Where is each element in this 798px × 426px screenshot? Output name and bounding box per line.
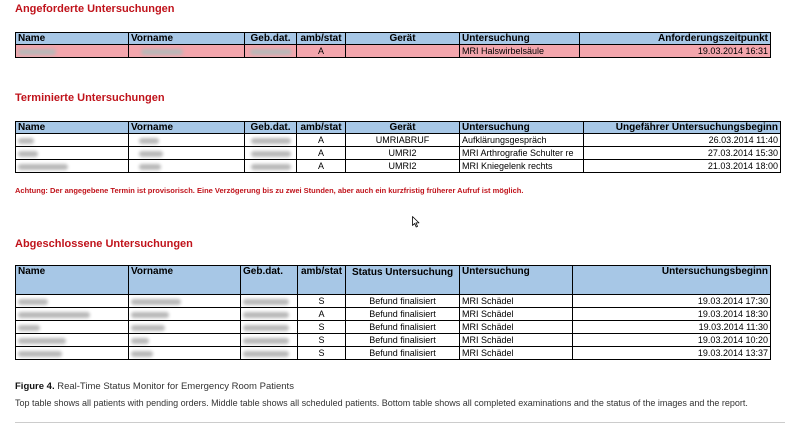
column-header-zeit[interactable]: Untersuchungsbeginn bbox=[573, 266, 771, 295]
table-row[interactable] bbox=[16, 295, 771, 308]
column-header-name[interactable]: Name bbox=[16, 266, 129, 295]
redacted-text bbox=[131, 325, 165, 331]
cell-zeit: 26.03.2014 11:40 bbox=[584, 134, 781, 147]
cell-geraet: UMRI2 bbox=[346, 160, 460, 173]
column-header-untersuchung[interactable]: Untersuchung bbox=[460, 122, 584, 134]
cell-status: Befund finalisiert bbox=[346, 308, 460, 321]
cell-geraet: UMRI2 bbox=[346, 147, 460, 160]
cell-vorname bbox=[129, 295, 241, 308]
cell-untersuchung: MRI Arthrografie Schulter re bbox=[460, 147, 584, 160]
table-header-row bbox=[16, 266, 771, 295]
provisional-warning: Achtung: Der angegebene Termin ist provisorisch. Eine Verzögerung bis zu zwei Stunden, aber auch ein kurzfristig früherer Aufruf ist möglich. bbox=[15, 186, 524, 195]
cell-zeit: 19.03.2014 16:31 bbox=[580, 45, 771, 58]
figure-label: Figure 4. bbox=[15, 381, 55, 392]
cell-ambstat: S bbox=[298, 347, 346, 360]
column-header-vorname[interactable]: Vorname bbox=[129, 266, 241, 295]
cell-zeit: 21.03.2014 18:00 bbox=[584, 160, 781, 173]
cell-name bbox=[16, 308, 129, 321]
redacted-text bbox=[131, 338, 149, 344]
column-header-geraet[interactable]: Gerät bbox=[346, 33, 460, 45]
column-header-gebdat[interactable]: Geb.dat. bbox=[245, 122, 297, 134]
cell-vorname bbox=[129, 147, 245, 160]
redacted-text bbox=[131, 312, 169, 318]
cell-untersuchung: MRI Halswirbelsäule bbox=[460, 45, 580, 58]
cell-zeit: 19.03.2014 13:37 bbox=[573, 347, 771, 360]
cell-ambstat: A bbox=[297, 134, 346, 147]
redacted-text bbox=[18, 299, 48, 305]
redacted-text bbox=[243, 338, 289, 344]
cell-untersuchung: MRI Schädel bbox=[460, 321, 573, 334]
divider bbox=[15, 422, 785, 423]
cell-name bbox=[16, 321, 129, 334]
cell-name bbox=[16, 160, 129, 173]
cell-gebdat bbox=[241, 321, 298, 334]
column-header-vorname[interactable]: Vorname bbox=[129, 122, 245, 134]
cell-ambstat: S bbox=[298, 321, 346, 334]
cell-ambstat: S bbox=[298, 295, 346, 308]
redacted-text bbox=[250, 49, 292, 55]
column-header-untersuchung[interactable]: Untersuchung bbox=[460, 266, 573, 295]
cell-status: Befund finalisiert bbox=[346, 295, 460, 308]
column-header-name[interactable]: Name bbox=[16, 122, 129, 134]
redacted-text bbox=[18, 351, 62, 357]
column-header-ambstat[interactable]: amb/stat bbox=[298, 266, 346, 295]
redacted-text bbox=[243, 351, 289, 357]
cell-gebdat bbox=[241, 308, 298, 321]
figure-title: Real-Time Status Monitor for Emergency Room Patients bbox=[57, 381, 294, 392]
cell-status: Befund finalisiert bbox=[346, 321, 460, 334]
column-header-zeit[interactable]: Anforderungszeitpunkt bbox=[580, 33, 771, 45]
cell-geraet bbox=[346, 45, 460, 58]
completed-table bbox=[15, 265, 771, 360]
figure-caption-text: Top table shows all patients with pending orders. Middle table shows all scheduled patients. Bottom table shows all completed examinations and the status of the images and the report. bbox=[15, 398, 748, 408]
redacted-text bbox=[18, 312, 90, 318]
cell-gebdat bbox=[241, 347, 298, 360]
cell-zeit: 27.03.2014 15:30 bbox=[584, 147, 781, 160]
cell-status: Befund finalisiert bbox=[346, 334, 460, 347]
column-header-name[interactable]: Name bbox=[16, 33, 129, 45]
cell-gebdat bbox=[245, 45, 297, 58]
redacted-text bbox=[131, 351, 153, 357]
redacted-text bbox=[243, 299, 289, 305]
cell-geraet: UMRIABRUF bbox=[346, 134, 460, 147]
table-header-row bbox=[16, 33, 771, 45]
scheduled-table bbox=[15, 121, 781, 173]
table-row[interactable] bbox=[16, 45, 771, 58]
cell-name bbox=[16, 347, 129, 360]
redacted-text bbox=[18, 338, 66, 344]
redacted-text bbox=[243, 325, 289, 331]
cell-gebdat bbox=[241, 295, 298, 308]
column-header-gebdat[interactable]: Geb.dat. bbox=[241, 266, 298, 295]
redacted-text bbox=[251, 164, 291, 170]
column-header-untersuchung[interactable]: Untersuchung bbox=[460, 33, 580, 45]
cell-vorname bbox=[129, 45, 245, 58]
cell-name bbox=[16, 134, 129, 147]
cell-name bbox=[16, 45, 129, 58]
redacted-text bbox=[131, 299, 181, 305]
cell-zeit: 19.03.2014 11:30 bbox=[573, 321, 771, 334]
cell-ambstat: A bbox=[297, 147, 346, 160]
cell-vorname bbox=[129, 160, 245, 173]
cell-gebdat bbox=[245, 160, 297, 173]
column-header-ambstat[interactable]: amb/stat bbox=[297, 122, 346, 134]
cell-status: Befund finalisiert bbox=[346, 347, 460, 360]
cell-gebdat bbox=[241, 334, 298, 347]
cell-untersuchung: MRI Schädel bbox=[460, 334, 573, 347]
table-row[interactable] bbox=[16, 160, 781, 173]
cell-gebdat bbox=[245, 147, 297, 160]
redacted-text bbox=[243, 312, 289, 318]
table-row[interactable] bbox=[16, 347, 771, 360]
column-header-ambstat[interactable]: amb/stat bbox=[297, 33, 346, 45]
cell-untersuchung: MRI Schädel bbox=[460, 295, 573, 308]
cell-zeit: 19.03.2014 17:30 bbox=[573, 295, 771, 308]
table-row[interactable] bbox=[16, 334, 771, 347]
table-row[interactable] bbox=[16, 134, 781, 147]
redacted-text bbox=[139, 138, 159, 144]
column-header-zeit[interactable]: Ungefährer Untersuchungsbeginn bbox=[584, 122, 781, 134]
cell-gebdat bbox=[245, 134, 297, 147]
cell-vorname bbox=[129, 347, 241, 360]
cell-untersuchung: MRI Kniegelenk rechts bbox=[460, 160, 584, 173]
cell-ambstat: A bbox=[297, 160, 346, 173]
completed-section-title: Abgeschlossene Untersuchungen bbox=[15, 238, 193, 250]
cell-zeit: 19.03.2014 18:30 bbox=[573, 308, 771, 321]
cell-untersuchung: Aufklärungsgespräch bbox=[460, 134, 584, 147]
cell-ambstat: A bbox=[298, 308, 346, 321]
cell-vorname bbox=[129, 334, 241, 347]
cell-name bbox=[16, 334, 129, 347]
redacted-text bbox=[251, 151, 291, 157]
redacted-text bbox=[18, 138, 34, 144]
redacted-text bbox=[141, 49, 183, 55]
cell-vorname bbox=[129, 134, 245, 147]
redacted-text bbox=[18, 325, 40, 331]
cell-untersuchung: MRI Schädel bbox=[460, 308, 573, 321]
redacted-text bbox=[18, 49, 56, 55]
table-header-row bbox=[16, 122, 781, 134]
redacted-text bbox=[139, 164, 161, 170]
table-row[interactable] bbox=[16, 308, 771, 321]
redacted-text bbox=[18, 164, 68, 170]
requested-table bbox=[15, 32, 771, 58]
cell-vorname bbox=[129, 321, 241, 334]
mouse-pointer-icon bbox=[412, 216, 420, 228]
cell-vorname bbox=[129, 308, 241, 321]
cell-zeit: 19.03.2014 10:20 bbox=[573, 334, 771, 347]
cell-untersuchung: MRI Schädel bbox=[460, 347, 573, 360]
column-header-gebdat[interactable]: Geb.dat. bbox=[245, 33, 297, 45]
cell-name bbox=[16, 295, 129, 308]
redacted-text bbox=[18, 151, 38, 157]
table-row[interactable] bbox=[16, 321, 771, 334]
column-header-vorname[interactable]: Vorname bbox=[129, 33, 245, 45]
requested-section-title: Angeforderte Untersuchungen bbox=[15, 3, 175, 15]
redacted-text bbox=[139, 151, 163, 157]
redacted-text bbox=[251, 138, 291, 144]
column-header-geraet[interactable]: Gerät bbox=[346, 122, 460, 134]
cell-name bbox=[16, 147, 129, 160]
cell-ambstat: S bbox=[298, 334, 346, 347]
table-row[interactable] bbox=[16, 147, 781, 160]
column-header-status[interactable]: Status Untersuchung bbox=[346, 266, 460, 295]
figure-caption-title bbox=[15, 381, 294, 392]
scheduled-section-title: Terminierte Untersuchungen bbox=[15, 92, 165, 104]
cell-ambstat: A bbox=[297, 45, 346, 58]
